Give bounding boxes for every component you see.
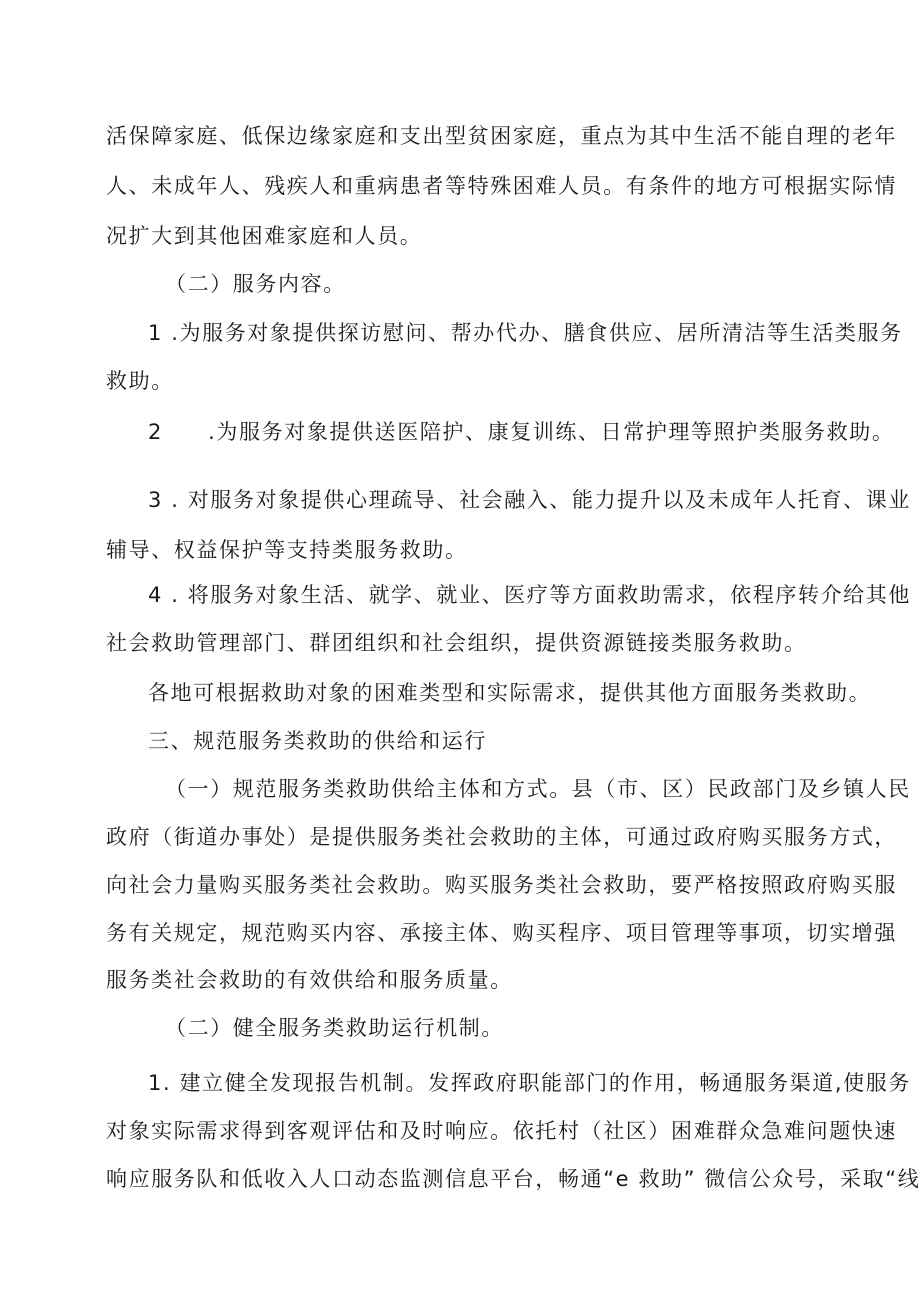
- text-line: 服务类社会救助的有效供给和服务质量。: [106, 968, 513, 992]
- text-line: 人、未成年人、残疾人和重病患者等特殊困难人员。有条件的地方可根据实际情: [106, 174, 897, 198]
- list-item-4: 4 . 将服务对象生活、就学、就业、医疗等方面救助需求，依程序转介给其他: [148, 583, 911, 607]
- text-line: 务有关规定，规范购买内容、承接主体、购买程序、项目管理等事项，切实增强: [106, 921, 897, 945]
- text-line: 对象实际需求得到客观评估和及时响应。依托村（社区）困难群众急难问题快速: [106, 1119, 897, 1143]
- section-heading: （二）服务内容。: [165, 272, 346, 296]
- text-line: 政府（街道办事处）是提供服务类社会救助的主体，可通过政府购买服务方式，: [106, 825, 897, 849]
- text-line: 救助。: [106, 369, 174, 393]
- subsection-heading: （一）规范服务类救助供给主体和方式。县（市、区）民政部门及乡镇人民: [165, 777, 911, 801]
- list-item-1: 1. 建立健全发现报告机制。发挥政府职能部门的作用，畅通服务渠道,使服务: [148, 1071, 911, 1095]
- text-line: 况扩大到其他困难家庭和人员。: [106, 224, 423, 248]
- text-line: 向社会力量购买服务类社会救助。购买服务类社会救助，要严格按照政府购买服: [106, 873, 897, 897]
- list-item-1: 1 .为服务对象提供探访慰问、帮办代办、膳食供应、居所清洁等生活类服务: [148, 321, 903, 345]
- list-item-3: 3 . 对服务对象提供心理疏导、社会融入、能力提升以及未成年人托育、课业: [148, 488, 911, 512]
- section-heading: 三、规范服务类救助的供给和运行: [148, 729, 487, 753]
- paragraph: 各地可根据救助对象的困难类型和实际需求，提供其他方面服务类救助。: [148, 681, 872, 705]
- list-item-2: 2 .为服务对象提供送医陪护、康复训练、日常护理等照护类服务救助。: [148, 420, 895, 444]
- text-line: 活保障家庭、低保边缘家庭和支出型贫困家庭，重点为其中生活不能自理的老年: [106, 124, 897, 148]
- text-line: 辅导、权益保护等支持类服务救助。: [106, 538, 468, 562]
- text-line: 社会救助管理部门、群团组织和社会组织，提供资源链接类服务救助。: [106, 631, 807, 655]
- text-line: 响应服务队和低收入人口动态监测信息平台，畅通“e 救助” 微信公众号，采取“线: [106, 1167, 920, 1191]
- subsection-heading: （二）健全服务类救助运行机制。: [165, 1016, 504, 1040]
